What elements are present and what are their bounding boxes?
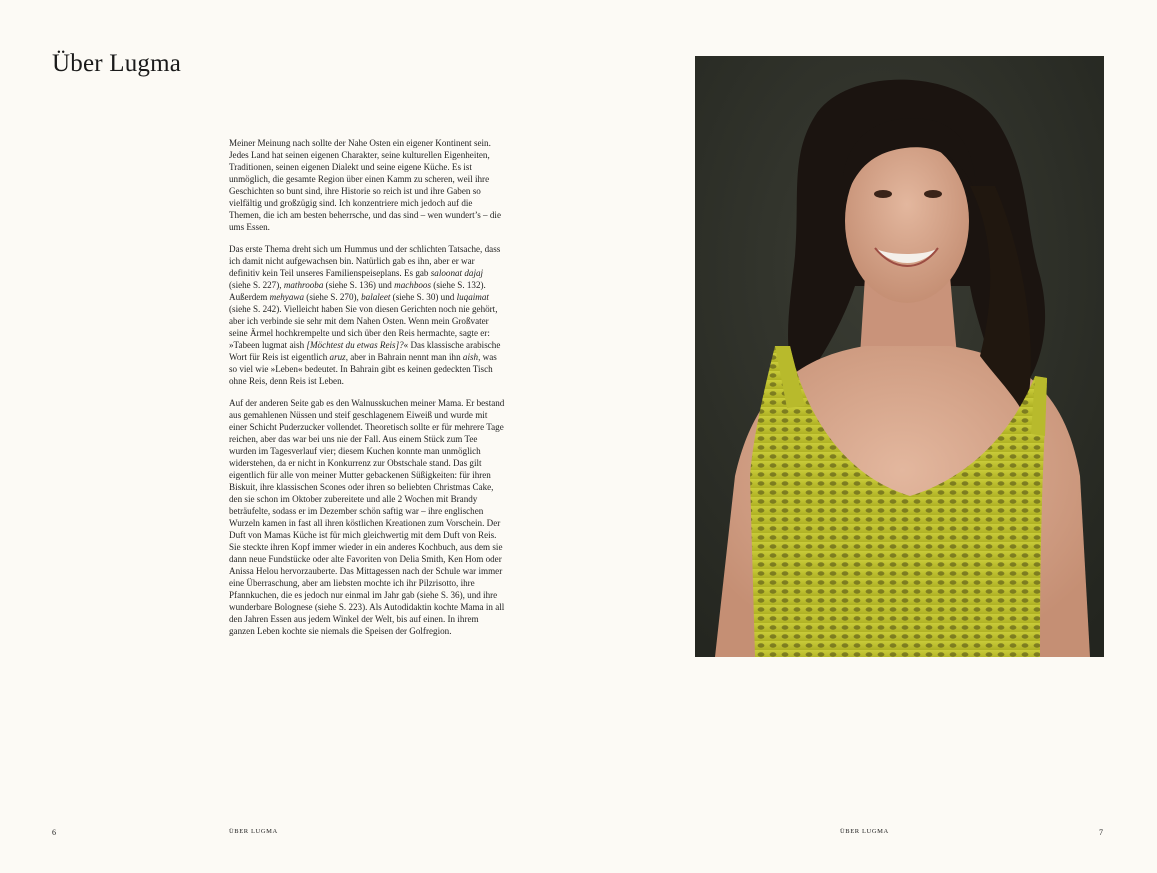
italic-term: machboos (394, 280, 432, 290)
body-paragraph (229, 137, 505, 233)
text-run: Das erste Thema dreht sich um Hummus und der schlichten Tatsache, dass ich damit nicht aufgewachsen bin. Natürlich gab es ihn, aber er war definitiv kein Teil unseres Familienspeiseplans. Es gab (229, 244, 501, 278)
text-run: (siehe S. 132). Außerdem (229, 280, 486, 302)
italic-term: balaleet (361, 292, 391, 302)
italic-term: [Möchtest du etwas Reis]? (306, 340, 404, 350)
text-run: , aber in Bahrain nennt man ihn (345, 352, 463, 362)
left-page (0, 0, 578, 873)
page-number-right: 7 (1099, 828, 1103, 837)
text-run: « Das klassische arabische Wort für Reis ist eigentlich (229, 340, 501, 362)
body-text (229, 137, 505, 647)
text-run: (siehe S. 270), (304, 292, 362, 302)
italic-term: mehyawa (269, 292, 305, 302)
body-paragraph (229, 243, 505, 387)
text-run: (siehe S. 242). Vielleicht haben Sie von diesen Gerichten noch nie gehört, aber ich verbinde sie sehr mit dem Nahen Osten. Wenn mein Großvater seine Ärmel hochkrempelte und sich über den Reis hermachte, sagte er: »Tabeen lugmat aish (229, 304, 498, 350)
page-number-left: 6 (52, 828, 56, 837)
page-title: Über Lugma (52, 50, 182, 77)
text-run: Auf der anderen Seite gab es den Walnusskuchen meiner Mama. Er bestand aus gemahlenen Nüssen und steif geschlagenem Eiweiß und wurde mit einer Schicht Puderzucker vollendet. Theoretisch sollte er für mehrere Tage reichen, aber das war bei uns nie der Fall. Aus einem Stück zum Tee wurden im Tagesverlauf vier; diesem Kuchen konnte man unmöglich widerstehen, da er nicht in Konkurrenz zur Obstschale stand. Das gilt eigentlich für alle von meiner Mutter gebackenen Süßigkeiten: für ihren Biskuit, ihre klassischen Scones oder ihren so beliebten Christmas Cake, den sie schon im Oktober zubereitete und alle 2 Wochen mit Brandy beträufelte, sodass er im Dezember schön saftig war – ihre englischen Wurzeln kamen in fast all ihren köstlichen Kreationen zum Vorschein. Der Duft von Mamas Küche ist für mich gleichwertig mit dem Duft von Reis. Sie steckte ihren Kopf immer wieder in ein anderes Kochbuch, aus dem sie dann neue Fundstücke oder alte Favoriten von Delia Smith, Ken Hom oder Anissa Helou hervorzauberte. Das Mittagessen nach der Schule war immer eine Überraschung, aber am liebsten mochte ich ihr Pilzrisotto, ihre Pfannkuchen, die es jedoch nur einmal im Jahr gab (siehe S. 36), und ihre wunderbare Bolognese (siehe S. 223). Als Autodidaktin kochte Mama in all den Jahren Essen aus jedem Winkel der Welt, bis auf einen. In ihrem ganzen Leben kochte sie niemals die Speisen der Golfregion. (229, 398, 505, 636)
text-run: (siehe S. 30) und (390, 292, 457, 302)
italic-term: saloonat dajaj (430, 268, 484, 278)
text-run: , was so viel wie »Leben« bedeutet. In Bahrain gibt es keinen gedeckten Tisch ohne Reis, denn Reis ist Leben. (229, 352, 497, 386)
text-run: (siehe S. 136) und (323, 280, 395, 290)
running-head-right: ÜBER LUGMA (840, 828, 889, 835)
italic-term: aruz (329, 352, 346, 362)
italic-term: luqaimat (456, 292, 489, 302)
italic-term: aish (462, 352, 479, 362)
body-paragraph (229, 397, 505, 637)
running-head-left: ÜBER LUGMA (229, 828, 278, 835)
text-run: Meiner Meinung nach sollte der Nahe Osten ein eigener Kontinent sein. Jedes Land hat seinen eigenen Charakter, seine kulturellen Eigenheiten, Traditionen, seinen eigenen Dialekt und seine eigene Küche. Es ist unmöglich, die gesamte Region über einen Kamm zu scheren, weil ihre Geschichten so bunt sind, ihre Historie so reich ist und ihre Gaben so vielfältig und großzügig sind. Ich konzentriere mich jedoch auf die Themen, die ich am besten beherrsche, und das sind – wen wundert’s – die ums Essen. (229, 138, 501, 232)
italic-term: mathrooba (283, 280, 324, 290)
text-run: (siehe S. 227), (229, 280, 284, 290)
portrait-photo (695, 56, 1104, 657)
